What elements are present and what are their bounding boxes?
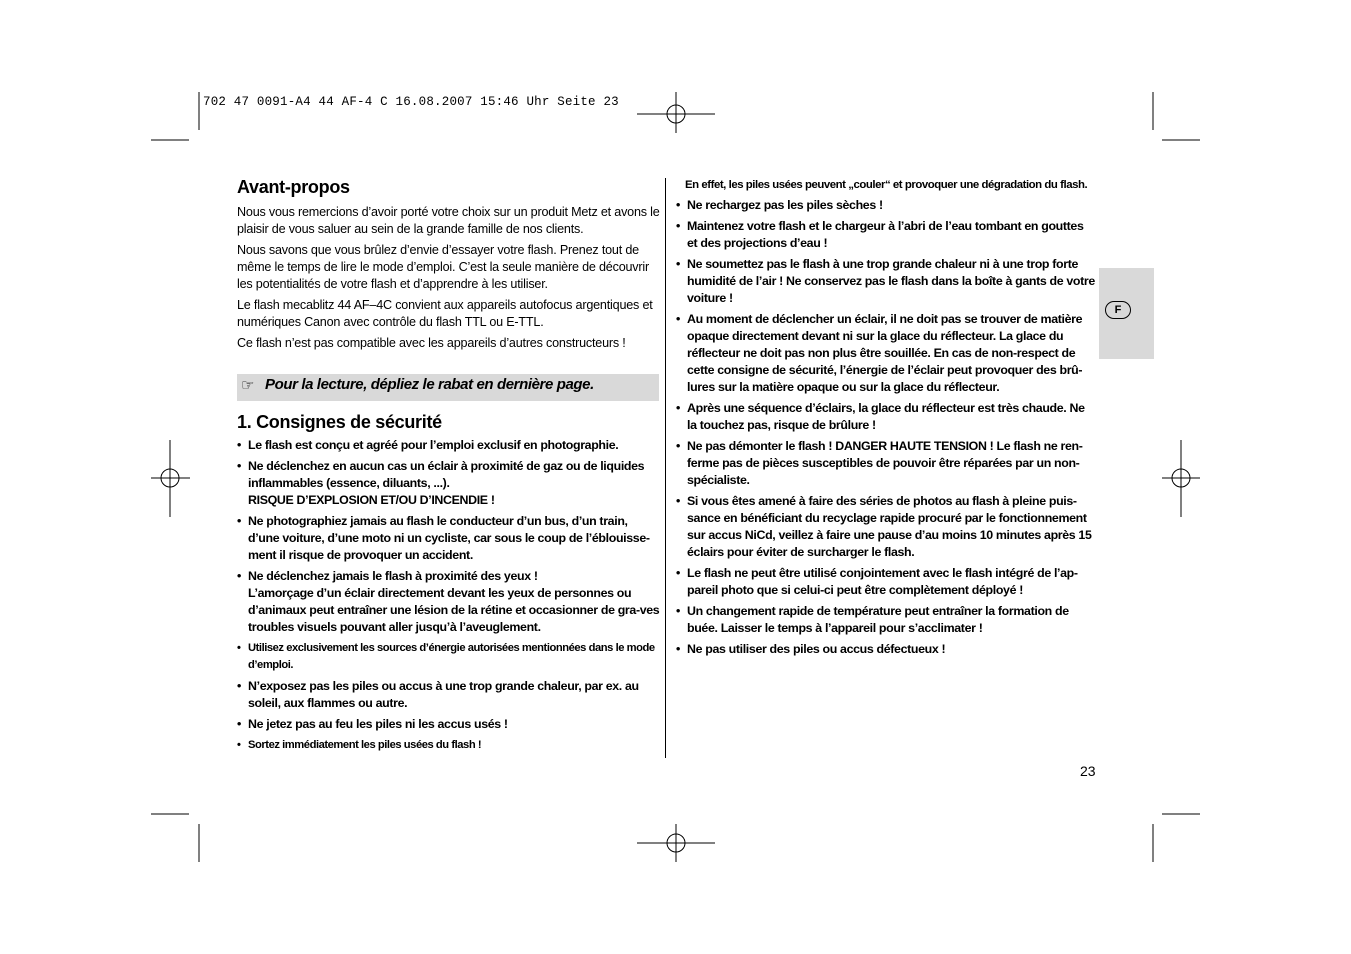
safety-item-text: Ne déclenchez jamais le flash à proximité des yeux ! L’amorçage d’un éclair directement devant les yeux de personnes ou d’animaux peut entraîner une lésion de la rétine et occasionner de gra-ves troubles visuels pouvant aller jusqu’à l’aveuglement.: [248, 569, 660, 634]
bullet-icon: •: [676, 312, 680, 326]
safety-item: [676, 438, 1096, 489]
safety-item: [676, 311, 1096, 396]
bullet-icon: •: [237, 459, 241, 473]
reading-notice-text: Pour la lecture, dépliez le rabat en dernière page.: [265, 376, 594, 393]
reading-notice: [237, 374, 659, 401]
foreword-section: [237, 177, 660, 356]
safety-item-text: N’exposez pas les piles ou accus à une trop grande chaleur, par ex. au soleil, aux flammes ou autre.: [248, 679, 639, 710]
safety-item: [676, 400, 1096, 434]
safety-title: 1. Consignes de sécurité: [237, 412, 442, 432]
safety-item: [237, 437, 660, 454]
safety-item: [676, 256, 1096, 307]
safety-item-text: Ne soumettez pas le flash à une trop grande chaleur ni à une trop forte humidité de l’air ! Ne conservez pas le flash dans la boîte à gants de votre voiture !: [687, 257, 1095, 305]
foreword-title: Avant-propos: [237, 177, 350, 197]
safety-item-text: Maintenez votre flash et le chargeur à l’abri de l’eau tombant en gouttes et des projections d’eau !: [687, 219, 1084, 250]
safety-item-text: Ne déclenchez en aucun cas un éclair à proximité de gaz ou de liquides inflammables (essence, diluants, ...). RISQUE D’EXPLOSION ET/OU D’INCENDIE !: [248, 459, 645, 507]
bullet-icon: •: [676, 566, 680, 580]
bullet-icon: •: [237, 438, 241, 452]
bullet-icon: •: [237, 569, 241, 583]
safety-item-text: Au moment de déclencher un éclair, il ne doit pas se trouver de matière opaque directement devant ni sur la glace du réflecteur. La glace du réflecteur ne doit pas non plus être souillée. En cas de non-respect de cette consigne de sécurité, l’énergie de l’éclair peut provoquer des brû-lures sur la matière opaque ou sur la glace du réflecteur.: [687, 312, 1083, 394]
safety-item-text: Un changement rapide de température peut entraîner la formation de buée. Laisser le temps à l’appareil pour s’acclimater !: [687, 604, 1069, 635]
bullet-icon: •: [237, 717, 241, 731]
safety-section-left: [237, 412, 660, 758]
safety-item: [237, 568, 660, 636]
bullet-icon: •: [237, 642, 241, 654]
safety-section-right: [676, 177, 1096, 662]
safety-item: [237, 678, 660, 712]
bullet-icon: •: [676, 401, 680, 415]
battery-leak-note: En effet, les piles usées peuvent „couler“ et provoquer une dégradation du flash.: [685, 179, 1088, 191]
safety-item-text: Ne rechargez pas les piles sèches !: [687, 198, 883, 212]
safety-item-text: Si vous êtes amené à faire des séries de photos au flash à pleine puis-sance en bénéficiant du recyclage rapide procuré par le fonctionnement sur accus NiCd, veillez à faire une pause d’au moins 10 minutes après 15 éclairs pour éviter de surcharger le flash.: [687, 494, 1092, 559]
safety-item: [237, 716, 660, 733]
safety-item: [676, 603, 1096, 637]
safety-item: [676, 565, 1096, 599]
safety-item: [237, 640, 660, 674]
foreword-paragraph: Nous savons que vous brûlez d’envie d’essayer votre flash. Prenez tout de même le temps de lire le mode d’emploi. C’est la seule manière de découvrir les potentialités de votre flash et d’apprendre à les utiliser.: [237, 243, 649, 291]
bullet-icon: •: [676, 198, 680, 212]
bullet-icon: •: [676, 604, 680, 618]
safety-item: [676, 197, 1096, 214]
bullet-icon: •: [237, 514, 241, 528]
registration-mark-bottom: [637, 824, 715, 862]
registration-mark-left: [151, 440, 190, 517]
bullet-icon: •: [676, 219, 680, 233]
safety-item: [676, 218, 1096, 252]
bullet-icon: •: [676, 257, 680, 271]
safety-item: [676, 493, 1096, 561]
foreword-paragraph: Nous vous remercions d’avoir porté votre choix sur un produit Metz et avons le plaisir de vous saluer au sein de la grande famille de nos clients.: [237, 205, 660, 236]
pointing-hand-icon: ☞: [241, 377, 255, 394]
print-header: 702 47 0091-A4 44 AF-4 C 16.08.2007 15:46 Uhr Seite 23: [203, 95, 619, 109]
foreword-paragraph: Ce flash n’est pas compatible avec les appareils d’autres constructeurs !: [237, 336, 626, 350]
bullet-icon: •: [676, 439, 680, 453]
safety-item-text: Ne pas utiliser des piles ou accus défectueux !: [687, 642, 946, 656]
safety-item: [676, 641, 1096, 658]
safety-item: [237, 458, 660, 509]
bullet-icon: •: [676, 642, 680, 656]
registration-mark-top: [637, 92, 715, 133]
registration-mark-right: [1162, 440, 1200, 517]
column-divider: [665, 178, 666, 758]
foreword-paragraph: Le flash mecablitz 44 AF–4C convient aux appareils autofocus argentiques et numériques Canon avec contrôle du flash TTL ou E-TTL.: [237, 298, 653, 329]
safety-item-text: Le flash est conçu et agréé pour l’emploi exclusif en photographie.: [248, 438, 619, 452]
safety-item-text: Après une séquence d’éclairs, la glace du réflecteur est très chaude. Ne la touchez pas, risque de brûlure !: [687, 401, 1085, 432]
safety-list-right: [676, 197, 1096, 658]
bullet-icon: •: [676, 494, 680, 508]
language-tab: [1099, 268, 1154, 359]
safety-item-text: Ne pas démonter le flash ! DANGER HAUTE TENSION ! Le flash ne ren-ferme pas de pièces susceptibles de pouvoir être réparées par un non-spécialiste.: [687, 439, 1083, 487]
safety-item-text: Sortez immédiatement les piles usées du flash !: [248, 739, 482, 751]
page-number: 23: [1080, 763, 1096, 779]
safety-list-left: [237, 437, 660, 754]
safety-item-text: Utilisez exclusivement les sources d’énergie autorisées mentionnées dans le mode d’emploi.: [248, 642, 655, 671]
safety-item-text: Ne jetez pas au feu les piles ni les accus usés !: [248, 717, 508, 731]
language-badge: F: [1105, 301, 1131, 319]
bullet-icon: •: [237, 679, 241, 693]
safety-item-text: Le flash ne peut être utilisé conjointement avec le flash intégré de l’ap-pareil photo que si celui-ci peut être complètement déployé !: [687, 566, 1078, 597]
safety-item-text: Ne photographiez jamais au flash le conducteur d’un bus, d’un train, d’une voiture, d’une moto ni un cycliste, car sous le coup de l’éblouisse-ment il risque de provoquer un accident.: [248, 514, 650, 562]
safety-item: [237, 737, 660, 754]
bullet-icon: •: [237, 739, 241, 751]
safety-item: [237, 513, 660, 564]
